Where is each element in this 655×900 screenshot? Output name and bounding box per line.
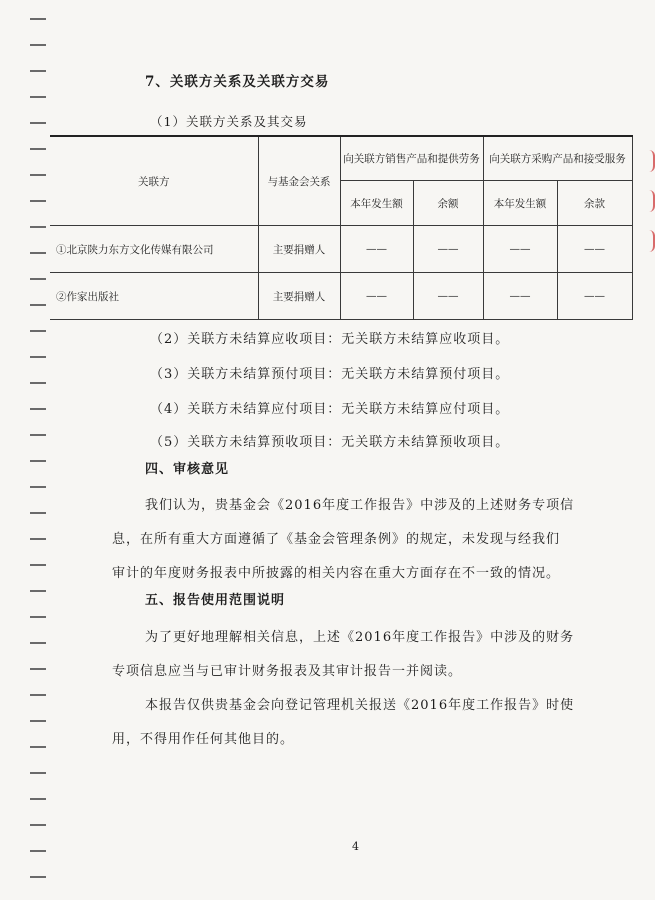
- binder-mark: [30, 694, 46, 696]
- row-cell: ——: [483, 273, 557, 320]
- row-party: ①北京陕力东方文化传媒有限公司: [50, 226, 258, 273]
- opinion-line-3: 审计的年度财务报表中所披露的相关内容在重大方面存在不一致的情况。: [112, 566, 561, 581]
- binder-mark: [30, 278, 46, 280]
- related-party-table: [50, 135, 633, 320]
- binder-mark: [30, 824, 46, 826]
- binder-mark: [30, 96, 46, 98]
- section-4-title: 四、审核意见: [145, 462, 230, 477]
- row-cell: ——: [413, 273, 483, 320]
- binder-mark: [30, 720, 46, 722]
- binder-mark: [30, 122, 46, 124]
- header-relation: 与基金会关系: [258, 136, 340, 226]
- table-row: [50, 226, 632, 273]
- binder-mark: [30, 876, 46, 878]
- row-cell: ——: [557, 226, 632, 273]
- row-cell: ——: [413, 226, 483, 273]
- binder-mark: [30, 668, 46, 670]
- binder-mark: [30, 44, 46, 46]
- table-row: [50, 273, 632, 320]
- binder-mark: [30, 512, 46, 514]
- binder-mark: [30, 70, 46, 72]
- row-cell: ——: [483, 226, 557, 273]
- binder-mark: [30, 18, 46, 20]
- scope-line-4: 用，不得用作任何其他目的。: [112, 732, 295, 747]
- item-3: （3）关联方未结算预付项目：无关联方未结算预付项目。: [150, 367, 510, 382]
- binder-mark: [30, 564, 46, 566]
- opinion-line-1: 我们认为，贵基金会《2016年度工作报告》中涉及的上述财务专项信: [145, 498, 575, 513]
- scope-line-1: 为了更好地理解相关信息，上述《2016年度工作报告》中涉及的财务: [145, 630, 575, 645]
- header-group-provide: 向关联方销售产品和提供劳务: [340, 136, 483, 181]
- item-5: （5）关联方未结算预收项目：无关联方未结算预收项目。: [150, 435, 510, 450]
- subsection-1-title: （1）关联方关系及其交易: [150, 114, 308, 129]
- binder-mark: [30, 616, 46, 618]
- header-balance-2: 余款: [557, 181, 632, 226]
- row-cell: ——: [340, 273, 413, 320]
- row-cell: ——: [340, 226, 413, 273]
- opinion-line-2: 息，在所有重大方面遵循了《基金会管理条例》的规定，未发现与经我们: [112, 532, 561, 547]
- binder-mark: [30, 408, 46, 410]
- section-5-title: 五、报告使用范围说明: [145, 593, 286, 608]
- page-number: 4: [352, 840, 359, 853]
- row-party: ②作家出版社: [50, 273, 258, 320]
- row-cell: ——: [557, 273, 632, 320]
- binder-mark: [30, 772, 46, 774]
- binder-mark: [30, 486, 46, 488]
- binder-mark: [30, 252, 46, 254]
- scope-line-2: 专项信息应当与已审计财务报表及其审计报告一并阅读。: [112, 664, 463, 679]
- header-party: 关联方: [50, 136, 258, 226]
- binder-mark: [30, 590, 46, 592]
- binder-mark: [30, 226, 46, 228]
- binder-margin-marks: [0, 0, 40, 900]
- section-7-title: 7、关联方关系及关联方交易: [145, 74, 330, 90]
- binder-mark: [30, 174, 46, 176]
- binder-mark: [30, 148, 46, 150]
- item-4: （4）关联方未结算应付项目：无关联方未结算应付项目。: [150, 402, 510, 417]
- binder-mark: [30, 798, 46, 800]
- item-2: （2）关联方未结算应收项目：无关联方未结算应收项目。: [150, 332, 510, 347]
- scope-line-3: 本报告仅供贵基金会向登记管理机关报送《2016年度工作报告》时使: [145, 698, 575, 713]
- red-edge-stamp: [645, 150, 655, 270]
- binder-mark: [30, 850, 46, 852]
- binder-mark: [30, 434, 46, 436]
- header-current-amount-2: 本年发生额: [483, 181, 557, 226]
- header-balance: 余额: [413, 181, 483, 226]
- binder-mark: [30, 538, 46, 540]
- binder-mark: [30, 642, 46, 644]
- row-relation: 主要捐赠人: [258, 226, 340, 273]
- binder-mark: [30, 382, 46, 384]
- header-group-purchase: 向关联方采购产品和接受服务: [483, 136, 632, 181]
- row-relation: 主要捐赠人: [258, 273, 340, 320]
- header-current-amount: 本年发生额: [340, 181, 413, 226]
- binder-mark: [30, 460, 46, 462]
- binder-mark: [30, 356, 46, 358]
- binder-mark: [30, 200, 46, 202]
- binder-mark: [30, 304, 46, 306]
- binder-mark: [30, 746, 46, 748]
- binder-mark: [30, 330, 46, 332]
